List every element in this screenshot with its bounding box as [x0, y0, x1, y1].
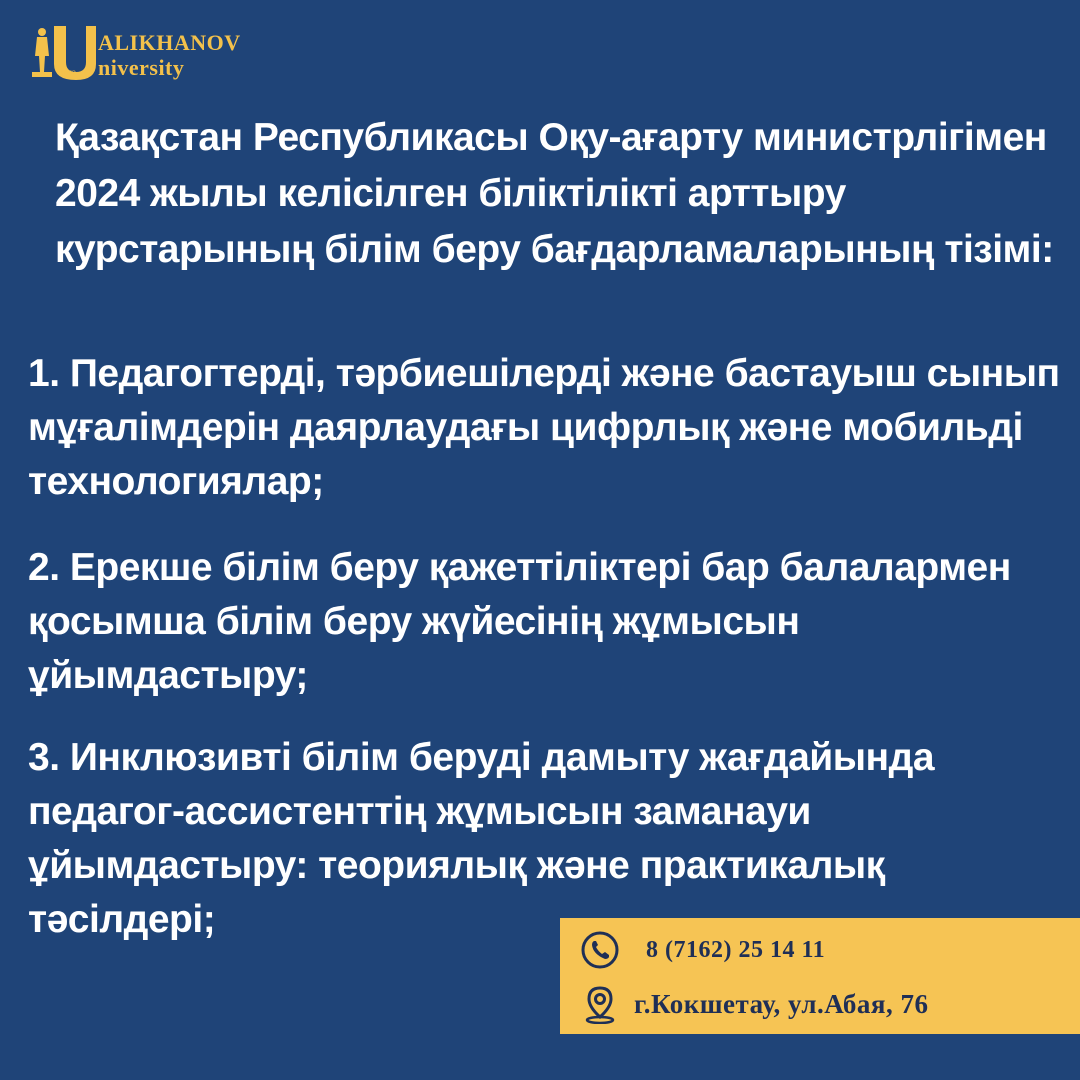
phone-icon: [580, 930, 620, 970]
contact-phone: 8 (7162) 25 14 11: [646, 936, 826, 963]
contact-phone-row: [580, 930, 825, 970]
program-item-1: 1. Педагогтерді, тәрбиешілерді және бастауыш сынып мұғалімдерін даярлаудағы цифрлық және мобильді технологиялар;: [28, 352, 1060, 503]
program-item-3: 3. Инклюзивті білім беруді дамыту жағдайында педагог-ассистенттің жұмысын заманауи ұйымдастыру: теориялық және практикалық тәсілдері;: [28, 736, 935, 941]
logo-year: 1962: [60, 69, 76, 78]
logo-text-line2: niversity: [98, 55, 185, 80]
contact-address: г.Кокшетау, ул.Абая, 76: [634, 988, 929, 1019]
contact-address-row: [580, 984, 929, 1024]
location-pin-icon: [580, 984, 620, 1024]
program-item-2: 2. Ерекше білім беру қажеттіліктері бар балалармен қосымша білім беру жүйесінің жұмысын ұйымдастыру;: [28, 546, 1011, 697]
contact-box: [560, 918, 1080, 1034]
university-logo: [26, 22, 266, 84]
intro-heading: Қазақстан Республикасы Оқу-ағарту министрлігімен 2024 жылы келісілген біліктілікті арттыру курстарының білім беру бағдарламаларының тізімі:: [55, 116, 1054, 271]
logo-text-line1: ALIKHANOV: [98, 30, 241, 55]
